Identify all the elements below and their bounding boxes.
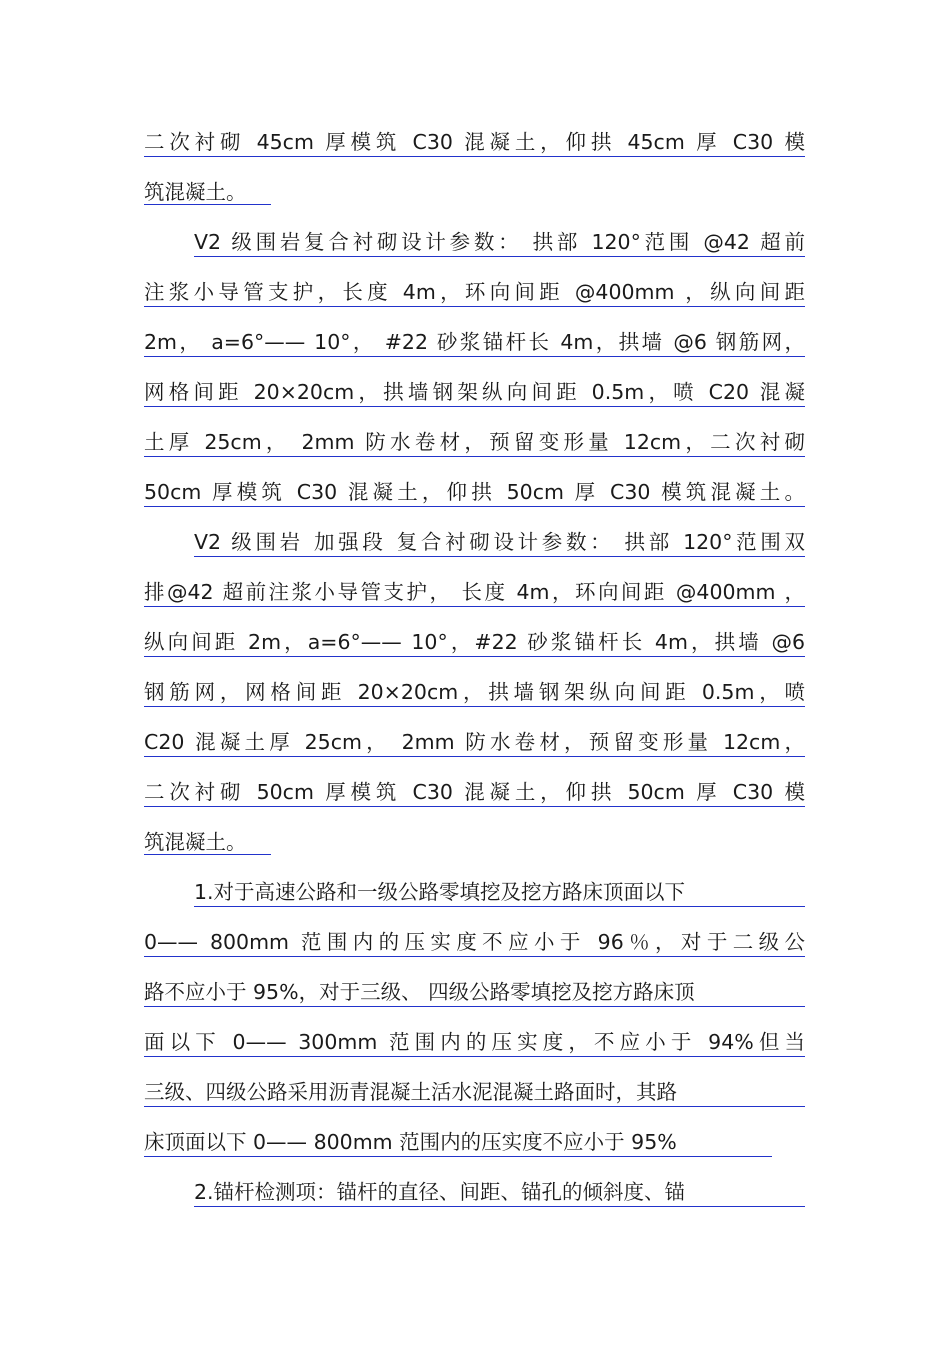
text-line: 0—— 800mm 范围内的压实度不应小于 96％，对于二级公 xyxy=(144,927,805,957)
text-line: 钢筋网，网格间距 20×20cm，拱墙钢架纵向间距 0.5m，喷 xyxy=(144,677,805,707)
text-line: 1.对于高速公路和一级公路零填挖及挖方路床顶面以下 xyxy=(194,877,805,907)
text-line: 纵向间距 2m，a=6°—— 10°，#22 砂浆锚杆长 4m，拱墙 @6 xyxy=(144,627,805,657)
text-line: 二次衬砌 50cm 厚模筑 C30 混凝土，仰拱 50cm 厚 C30 模 xyxy=(144,777,805,807)
text-line: C20 混凝土厚 25cm， 2mm 防水卷材，预留变形量 12cm， xyxy=(144,727,805,757)
text-line: 土厚 25cm， 2mm 防水卷材，预留变形量 12cm，二次衬砌 xyxy=(144,427,805,457)
text-line: 三级、四级公路采用沥青混凝土活水泥混凝土路面时，其路 xyxy=(144,1077,805,1107)
text-line: 路不应小于 95%，对于三级、 四级公路零填挖及挖方路床顶 xyxy=(144,977,805,1007)
text-line: 床顶面以下 0—— 800mm 范围内的压实度不应小于 95% xyxy=(144,1127,772,1157)
text-line: 二次衬砌 45cm 厚模筑 C30 混凝土，仰拱 45cm 厚 C30 模 xyxy=(144,127,805,157)
text-line xyxy=(144,827,805,857)
text-line: 网格间距 20×20cm，拱墙钢架纵向间距 0.5m，喷 C20 混凝 xyxy=(144,377,805,407)
text-line: 排@42 超前注浆小导管支护， 长度 4m，环向间距 @400mm ， xyxy=(144,577,805,607)
text-line-fragment: 筑混凝土。 xyxy=(144,180,271,205)
text-line: 面以下 0—— 300mm 范围内的压实度，不应小于 94%但当 xyxy=(144,1027,805,1057)
text-line: 注浆小导管支护，长度 4m，环向间距 @400mm ，纵向间距 xyxy=(144,277,805,307)
text-line: V2 级围岩 加强段 复合衬砌设计参数： 拱部 120°范围双 xyxy=(194,527,805,557)
text-line-fragment: 筑混凝土。 xyxy=(144,830,271,855)
text-line xyxy=(144,177,805,207)
text-line: 50cm 厚模筑 C30 混凝土，仰拱 50cm 厚 C30 模筑混凝土。 xyxy=(144,477,805,507)
text-line: V2 级围岩复合衬砌设计参数： 拱部 120°范围 @42 超前 xyxy=(194,227,805,257)
text-line: 2m， a=6°—— 10°， #22 砂浆锚杆长 4m，拱墙 @6 钢筋网， xyxy=(144,327,805,357)
text-line: 2.锚杆检测项：锚杆的直径、间距、锚孔的倾斜度、锚 xyxy=(194,1177,805,1207)
